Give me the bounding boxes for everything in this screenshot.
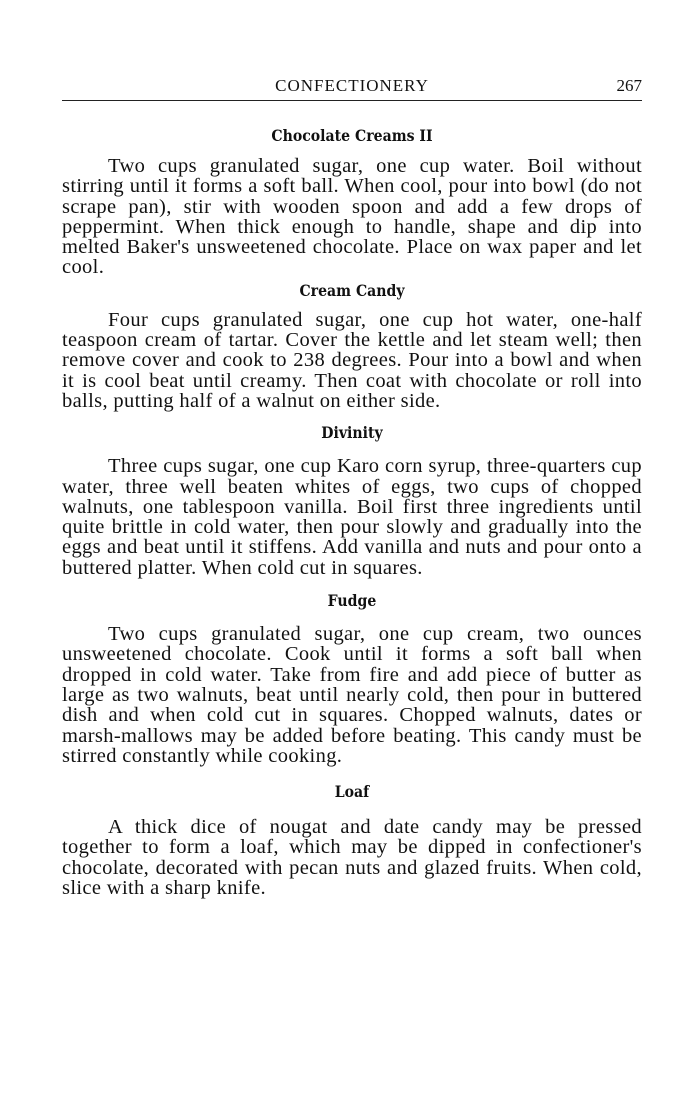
chapter-title: CONFECTIONERY — [275, 76, 429, 95]
page-number: 267 — [616, 76, 642, 95]
recipe-text: Two cups granulated sugar, one cup cream, two ounces unsweetened chocolate. Cook until it forms a soft ball when dropped in cold water. Take from fire and add piece of butter as large as two walnuts, beat until nearly cold, then pour in buttered dish and when cold cut in squares. Chopped walnuts, dates or marsh-mallows may be added before beating. This candy must be stirred constantly while cooking. — [62, 623, 642, 767]
recipe-text: A thick dice of nougat and date candy may be pressed together to form a loaf, which may be dipped in confectioner's chocolate, decorated with pecan nuts and glazed fruits. When cold, slice with a sharp knife. — [62, 816, 642, 900]
recipe-title: Divinity — [321, 423, 383, 443]
book-page — [62, 74, 642, 898]
recipe-text: Two cups granulated sugar, one cup water. Boil without stirring until it forms a soft ball. When cool, pour into bowl (do not scrape pan), stir with wooden spoon and add a few drops of peppermint. When thick enough to handle, shape and dip into melted Baker's unsweetened chocolate. Place on wax paper and let cool. — [62, 155, 642, 279]
recipe-title: Fudge — [327, 591, 377, 611]
recipe-title: Loaf — [334, 782, 370, 802]
recipe-text: Three cups sugar, one cup Karo corn syrup, three-quarters cup water, three well beaten whites of eggs, two cups of chopped walnuts, one tablespoon vanilla. Boil first three ingredients until quite brittle in cold water, then pour slowly and gradually into the eggs and beat until it stiffens. Add vanilla and nuts and pour onto a buttered platter. When cold cut in squares. — [62, 455, 642, 579]
recipe-title: Chocolate Creams II — [271, 126, 433, 145]
recipe-title: Cream Candy — [299, 280, 405, 300]
running-header — [62, 74, 642, 101]
recipe-text: Four cups granulated sugar, one cup hot water, one-half teaspoon cream of tartar. Cover the kettle and let steam well; then remove cover and cook to 238 degrees. Pour into a bowl and when it is cool beat until creamy. Then coat with chocolate or roll into balls, putting half of a walnut on either side. — [62, 308, 642, 412]
